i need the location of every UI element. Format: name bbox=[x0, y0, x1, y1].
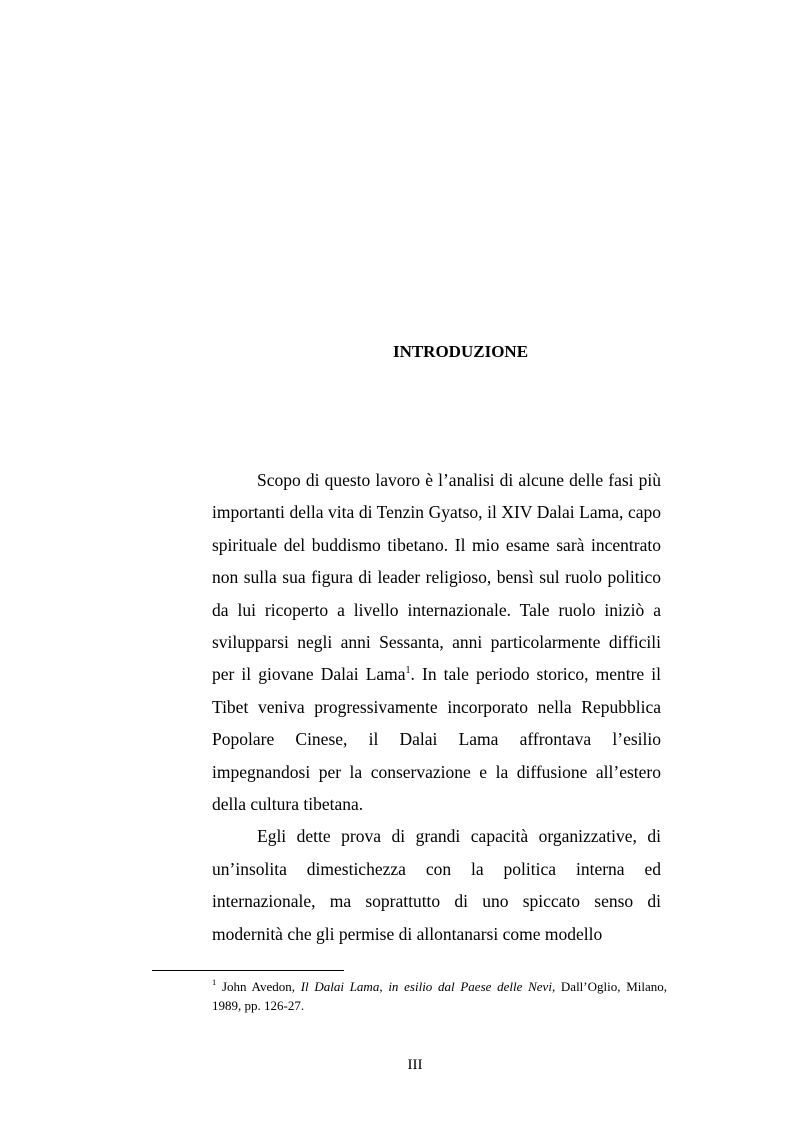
paragraph-2 bbox=[212, 820, 661, 950]
footnote-author: John Avedon, bbox=[216, 979, 301, 994]
paragraph-1-text-after-note: . In tale periodo storico, mentre il Tibet veniva progressivamente incorporato nella Repubblica Popolare Cinese, il Dalai Lama affrontava l’esilio impegnandosi per la conservazione e la diffusione all’estero della cultura tibetana. bbox=[212, 664, 662, 815]
page-number: III bbox=[407, 1057, 423, 1073]
chapter-title: INTRODUZIONE bbox=[392, 342, 529, 361]
footnote-reference[interactable]: 1 bbox=[405, 664, 411, 676]
paragraph-1 bbox=[212, 464, 661, 820]
footnote-separator-text: , bbox=[379, 979, 389, 994]
footnote-separator bbox=[152, 970, 344, 971]
paragraph-2-text: Egli dette prova di grandi capacità organizzative, di un’insolita dimestichezza con la politica interna ed internazionale, ma soprattutto di uno spiccato senso di modernità che gli permise di allontanarsi come modello bbox=[212, 826, 661, 944]
paragraph-1-text-before-note: Scopo di questo lavoro è l’analisi di alcune delle fasi più importanti della vita di Tenzin Gyatso, il XIV Dalai Lama, capo spirituale del buddismo tibetano. Il mio esame sarà incentrato non sulla sua figura di leader religioso, bensì sul ruolo politico da lui ricoperto a livello internazionale. Tale ruolo iniziò a svilupparsi negli anni Sessanta, anni particolarmente difficili per il giovane Dalai Lama bbox=[212, 470, 661, 685]
footnote-subtitle: in esilio dal Paese delle Nevi bbox=[388, 979, 552, 994]
footnote-marker: 1 bbox=[212, 976, 217, 987]
footnote bbox=[212, 977, 667, 1015]
footnote-book-title: Il Dalai Lama bbox=[300, 979, 380, 994]
footnote-publication: , Dall’Oglio, Milano, 1989, pp. 126-27. bbox=[212, 979, 668, 1013]
body-text bbox=[212, 464, 661, 950]
